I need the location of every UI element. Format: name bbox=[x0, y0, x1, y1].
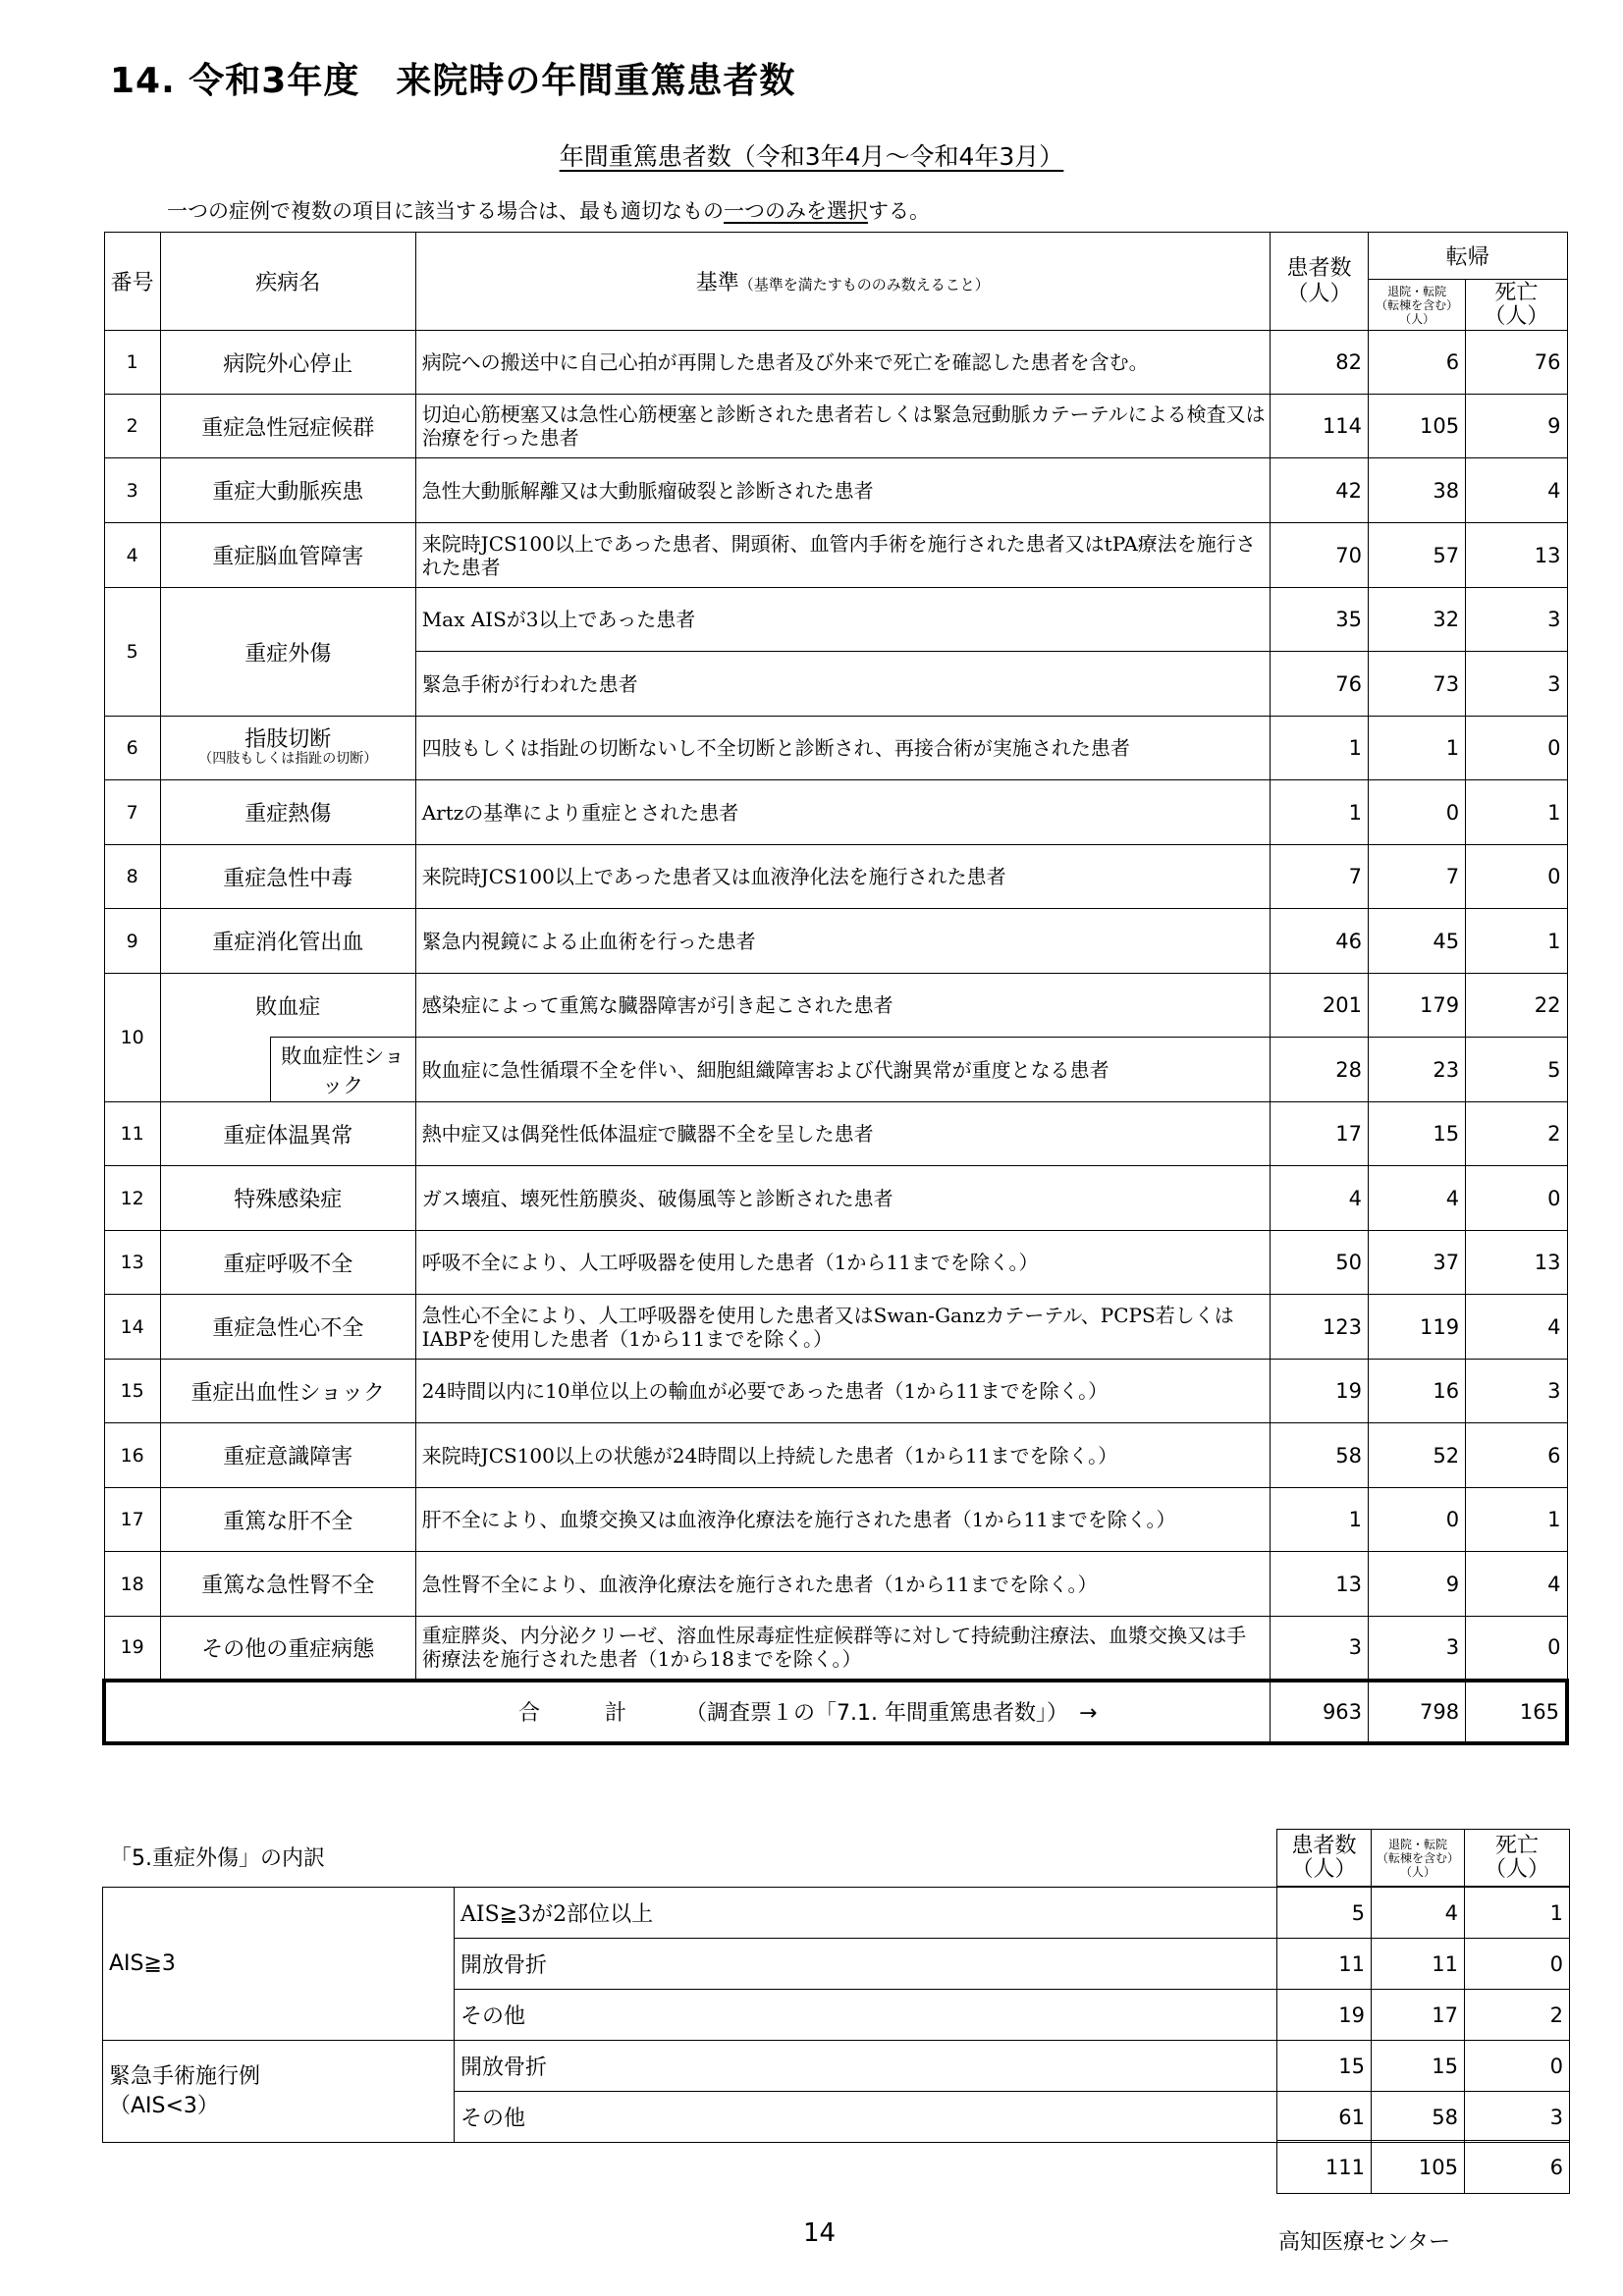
group-ais3: AIS≧3 bbox=[103, 1888, 455, 2041]
row-discharge: 23 bbox=[1369, 1038, 1466, 1102]
header-outcome: 転帰 bbox=[1369, 233, 1567, 280]
row-criteria: 緊急内視鏡による止血術を行った患者 bbox=[415, 909, 1270, 974]
row-disease: 敗血症性ショック bbox=[270, 1038, 415, 1102]
row-patients: 1 bbox=[1270, 717, 1368, 780]
indent-spacer bbox=[160, 1038, 270, 1102]
breakdown-patients: 61 bbox=[1277, 2092, 1372, 2143]
row-no: 6 bbox=[104, 717, 160, 780]
row-no: 11 bbox=[104, 1102, 160, 1166]
row-discharge: 1 bbox=[1369, 717, 1466, 780]
row-criteria: 急性腎不全により、血液浄化療法を施行された患者（1から11までを除く。） bbox=[415, 1552, 1270, 1617]
row-discharge: 37 bbox=[1369, 1231, 1466, 1295]
breakdown-total bbox=[1276, 2140, 1570, 2194]
breakdown-total-death: 6 bbox=[1465, 2141, 1570, 2194]
row-death: 0 bbox=[1466, 1166, 1567, 1231]
row-criteria: 四肢もしくは指趾の切断ないし不全切断と診断され、再接合術が実施された患者 bbox=[415, 717, 1270, 780]
row-no: 1 bbox=[104, 331, 160, 395]
row-criteria: 来院時JCS100以上の状態が24時間以上持続した患者（1から11までを除く。） bbox=[415, 1423, 1270, 1488]
row-discharge: 45 bbox=[1369, 909, 1466, 974]
breakdown-criteria: その他 bbox=[455, 1990, 1277, 2041]
breakdown-label: 「5.重症外傷」の内訳 bbox=[110, 1846, 325, 1871]
row-no: 10 bbox=[104, 974, 160, 1102]
row-disease: 重症意識障害 bbox=[160, 1423, 415, 1488]
row-patients: 4 bbox=[1270, 1166, 1368, 1231]
total-discharge: 798 bbox=[1369, 1681, 1466, 1743]
row-discharge: 4 bbox=[1369, 1166, 1466, 1231]
row-criteria: 来院時JCS100以上であった患者、開頭術、血管内手術を施行された患者又はtPA療法を施行された患者 bbox=[415, 523, 1270, 588]
breakdown-patients: 5 bbox=[1277, 1888, 1372, 1939]
row-disease: 重症外傷 bbox=[160, 588, 415, 717]
row-death: 4 bbox=[1466, 1552, 1567, 1617]
row-criteria: 重症膵炎、内分泌クリーゼ、溶血性尿毒症性症候群等に対して持続動注療法、血漿交換又は手術療法を施行された患者（1から18までを除く。） bbox=[415, 1617, 1270, 1681]
row-criteria: 緊急手術が行われた患者 bbox=[415, 652, 1270, 717]
row-death: 2 bbox=[1466, 1102, 1567, 1166]
row-criteria: 急性大動脈解離又は大動脈瘤破裂と診断された患者 bbox=[415, 458, 1270, 523]
group-emergency-surgery: 緊急手術施行例 （AIS<3） bbox=[103, 2041, 455, 2143]
row-patients: 50 bbox=[1270, 1231, 1368, 1295]
trauma-breakdown-table bbox=[102, 1887, 1570, 2143]
row-death: 0 bbox=[1466, 717, 1567, 780]
row-discharge: 105 bbox=[1369, 395, 1466, 458]
row-no: 5 bbox=[104, 588, 160, 717]
breakdown-header-death: 死亡 （人） bbox=[1465, 1830, 1570, 1887]
breakdown-discharge: 4 bbox=[1372, 1888, 1465, 1939]
breakdown-criteria: 開放骨折 bbox=[455, 1939, 1277, 1990]
row-disease: 重症大動脈疾患 bbox=[160, 458, 415, 523]
row-death: 13 bbox=[1466, 1231, 1567, 1295]
row-patients: 3 bbox=[1270, 1617, 1368, 1681]
row-discharge: 15 bbox=[1369, 1102, 1466, 1166]
row-patients: 28 bbox=[1270, 1038, 1368, 1102]
row-patients: 35 bbox=[1270, 588, 1368, 652]
breakdown-patients: 11 bbox=[1277, 1939, 1372, 1990]
row-discharge: 0 bbox=[1369, 780, 1466, 845]
row-death: 4 bbox=[1466, 458, 1567, 523]
row-death: 5 bbox=[1466, 1038, 1567, 1102]
row-patients: 46 bbox=[1270, 909, 1368, 974]
row-discharge: 119 bbox=[1369, 1295, 1466, 1360]
row-disease: 敗血症 bbox=[160, 974, 415, 1038]
row-criteria: 切迫心筋梗塞又は急性心筋梗塞と診断された患者若しくは緊急冠動脈カテーテルによる検査又は治療を行った患者 bbox=[415, 395, 1270, 458]
row-death: 3 bbox=[1466, 652, 1567, 717]
organization-name: 高知医療センター bbox=[1278, 2230, 1451, 2255]
row-discharge: 0 bbox=[1369, 1488, 1466, 1552]
row-disease: 重症脳血管障害 bbox=[160, 523, 415, 588]
row-no: 8 bbox=[104, 845, 160, 909]
row-no: 14 bbox=[104, 1295, 160, 1360]
row-death: 0 bbox=[1466, 1617, 1567, 1681]
total-death: 165 bbox=[1466, 1681, 1567, 1743]
breakdown-death: 2 bbox=[1465, 1990, 1570, 2041]
row-patients: 13 bbox=[1270, 1552, 1368, 1617]
row-death: 76 bbox=[1466, 331, 1567, 395]
row-discharge: 6 bbox=[1369, 331, 1466, 395]
row-discharge: 73 bbox=[1369, 652, 1466, 717]
header-discharge: 退院・転院 （転棟を含む） （人） bbox=[1369, 280, 1466, 331]
instruction-note: 一つの症例で複数の項目に該当する場合は、最も適切なもの一つのみを選択する。 bbox=[167, 199, 930, 223]
row-death: 22 bbox=[1466, 974, 1567, 1038]
row-patients: 114 bbox=[1270, 395, 1368, 458]
row-criteria: Artzの基準により重症とされた患者 bbox=[415, 780, 1270, 845]
row-patients: 1 bbox=[1270, 1488, 1368, 1552]
breakdown-discharge: 11 bbox=[1372, 1939, 1465, 1990]
row-death: 1 bbox=[1466, 909, 1567, 974]
row-disease: 重症急性冠症候群 bbox=[160, 395, 415, 458]
row-discharge: 9 bbox=[1369, 1552, 1466, 1617]
row-criteria: 病院への搬送中に自己心拍が再開した患者及び外来で死亡を確認した患者を含む。 bbox=[415, 331, 1270, 395]
breakdown-header-patients: 患者数 （人） bbox=[1277, 1830, 1372, 1887]
page-title: 14. 令和3年度 来院時の年間重篤患者数 bbox=[110, 61, 796, 101]
row-patients: 58 bbox=[1270, 1423, 1368, 1488]
row-discharge: 52 bbox=[1369, 1423, 1466, 1488]
row-criteria: 肝不全により、血漿交換又は血液浄化療法を施行された患者（1から11までを除く。） bbox=[415, 1488, 1270, 1552]
row-patients: 201 bbox=[1270, 974, 1368, 1038]
row-death: 0 bbox=[1466, 845, 1567, 909]
row-criteria: 感染症によって重篤な臓器障害が引き起こされた患者 bbox=[415, 974, 1270, 1038]
row-death: 13 bbox=[1466, 523, 1567, 588]
row-death: 1 bbox=[1466, 1488, 1567, 1552]
row-discharge: 32 bbox=[1369, 588, 1466, 652]
row-disease: 重症急性心不全 bbox=[160, 1295, 415, 1360]
row-discharge: 16 bbox=[1369, 1360, 1466, 1423]
breakdown-header bbox=[1276, 1829, 1570, 1887]
breakdown-death: 1 bbox=[1465, 1888, 1570, 1939]
header-disease: 疾病名 bbox=[160, 233, 415, 331]
row-criteria: 呼吸不全により、人工呼吸器を使用した患者（1から11までを除く。） bbox=[415, 1231, 1270, 1295]
row-criteria: 24時間以内に10単位以上の輸血が必要であった患者（1から11までを除く。） bbox=[415, 1360, 1270, 1423]
row-disease: 重篤な肝不全 bbox=[160, 1488, 415, 1552]
breakdown-patients: 15 bbox=[1277, 2041, 1372, 2092]
breakdown-discharge: 15 bbox=[1372, 2041, 1465, 2092]
table-subtitle: 年間重篤患者数（令和3年4月～令和4年3月） bbox=[559, 142, 1064, 171]
row-disease: 指肢切断 （四肢もしくは指趾の切断） bbox=[160, 717, 415, 780]
row-death: 3 bbox=[1466, 588, 1567, 652]
header-patients: 患者数 （人） bbox=[1270, 233, 1368, 331]
row-death: 9 bbox=[1466, 395, 1567, 458]
row-criteria: 急性心不全により、人工呼吸器を使用した患者又はSwan-Ganzカテーテル、PCPS若しくはIABPを使用した患者（1から11までを除く。） bbox=[415, 1295, 1270, 1360]
breakdown-total-patients: 111 bbox=[1277, 2141, 1372, 2194]
header-no: 番号 bbox=[104, 233, 160, 331]
row-patients: 70 bbox=[1270, 523, 1368, 588]
row-criteria: Max AISが3以上であった患者 bbox=[415, 588, 1270, 652]
row-disease: 重症出血性ショック bbox=[160, 1360, 415, 1423]
row-disease: 特殊感染症 bbox=[160, 1166, 415, 1231]
row-disease: その他の重症病態 bbox=[160, 1617, 415, 1681]
row-patients: 82 bbox=[1270, 331, 1368, 395]
row-no: 15 bbox=[104, 1360, 160, 1423]
row-no: 13 bbox=[104, 1231, 160, 1295]
row-no: 17 bbox=[104, 1488, 160, 1552]
row-patients: 17 bbox=[1270, 1102, 1368, 1166]
page-number: 14 bbox=[803, 2218, 837, 2248]
breakdown-discharge: 17 bbox=[1372, 1990, 1465, 2041]
breakdown-death: 0 bbox=[1465, 2041, 1570, 2092]
row-discharge: 38 bbox=[1369, 458, 1466, 523]
breakdown-discharge: 58 bbox=[1372, 2092, 1465, 2143]
row-no: 19 bbox=[104, 1617, 160, 1681]
row-no: 18 bbox=[104, 1552, 160, 1617]
breakdown-criteria: AIS≧3が2部位以上 bbox=[455, 1888, 1277, 1939]
row-patients: 123 bbox=[1270, 1295, 1368, 1360]
row-criteria: 熱中症又は偶発性低体温症で臓器不全を呈した患者 bbox=[415, 1102, 1270, 1166]
total-label: 合 計 （調査票１の「7.1. 年間重篤患者数」） → bbox=[104, 1681, 1270, 1743]
row-no: 2 bbox=[104, 395, 160, 458]
breakdown-header-discharge: 退院・転院 （転棟を含む） （人） bbox=[1372, 1830, 1465, 1887]
row-disease: 重症熱傷 bbox=[160, 780, 415, 845]
row-no: 9 bbox=[104, 909, 160, 974]
row-patients: 76 bbox=[1270, 652, 1368, 717]
row-criteria: 来院時JCS100以上であった患者又は血液浄化法を施行された患者 bbox=[415, 845, 1270, 909]
row-disease: 重篤な急性腎不全 bbox=[160, 1552, 415, 1617]
row-death: 3 bbox=[1466, 1360, 1567, 1423]
row-patients: 42 bbox=[1270, 458, 1368, 523]
row-no: 4 bbox=[104, 523, 160, 588]
row-no: 12 bbox=[104, 1166, 160, 1231]
row-disease: 重症急性中毒 bbox=[160, 845, 415, 909]
row-discharge: 57 bbox=[1369, 523, 1466, 588]
row-discharge: 3 bbox=[1369, 1617, 1466, 1681]
breakdown-criteria: 開放骨折 bbox=[455, 2041, 1277, 2092]
header-death: 死亡 （人） bbox=[1466, 280, 1567, 331]
row-patients: 7 bbox=[1270, 845, 1368, 909]
header-criteria: 基準（基準を満たすもののみ数えること） bbox=[415, 233, 1270, 331]
severe-patients-table bbox=[102, 232, 1569, 1745]
row-disease: 病院外心停止 bbox=[160, 331, 415, 395]
breakdown-death: 3 bbox=[1465, 2092, 1570, 2143]
row-discharge: 179 bbox=[1369, 974, 1466, 1038]
row-disease: 重症呼吸不全 bbox=[160, 1231, 415, 1295]
row-death: 6 bbox=[1466, 1423, 1567, 1488]
row-disease: 重症消化管出血 bbox=[160, 909, 415, 974]
row-criteria: ガス壊疽、壊死性筋膜炎、破傷風等と診断された患者 bbox=[415, 1166, 1270, 1231]
row-no: 7 bbox=[104, 780, 160, 845]
row-no: 3 bbox=[104, 458, 160, 523]
row-discharge: 7 bbox=[1369, 845, 1466, 909]
row-no: 16 bbox=[104, 1423, 160, 1488]
row-patients: 1 bbox=[1270, 780, 1368, 845]
breakdown-total-discharge: 105 bbox=[1372, 2141, 1465, 2194]
row-death: 1 bbox=[1466, 780, 1567, 845]
total-patients: 963 bbox=[1270, 1681, 1368, 1743]
row-disease: 重症体温異常 bbox=[160, 1102, 415, 1166]
breakdown-patients: 19 bbox=[1277, 1990, 1372, 2041]
row-patients: 19 bbox=[1270, 1360, 1368, 1423]
row-death: 4 bbox=[1466, 1295, 1567, 1360]
breakdown-death: 0 bbox=[1465, 1939, 1570, 1990]
row-criteria: 敗血症に急性循環不全を伴い、細胞組織障害および代謝異常が重度となる患者 bbox=[415, 1038, 1270, 1102]
breakdown-criteria: その他 bbox=[455, 2092, 1277, 2143]
